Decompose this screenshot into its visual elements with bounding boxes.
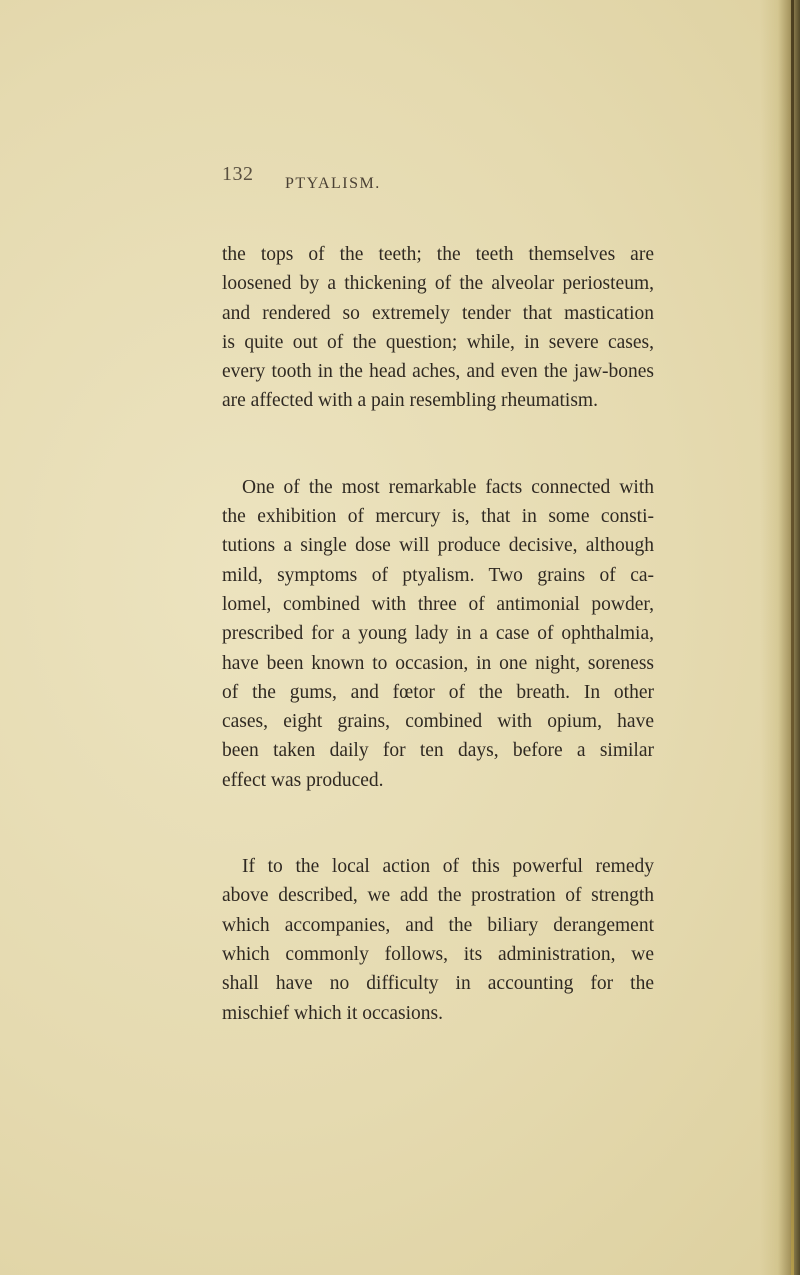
text-line: cases, eight grains, combined with opium, have [222, 711, 654, 733]
body-text [222, 240, 654, 1028]
text-line: have been known to occasion, in one night, soreness [222, 652, 654, 674]
text-line: mild, symptoms of ptyalism. Two grains of ca- [222, 564, 654, 586]
text-line: of the gums, and fœtor of the breath. In other [222, 681, 654, 703]
text-line: the exhibition of mercury is, that in some consti- [222, 506, 654, 528]
text-line: which commonly follows, its administration, we [222, 943, 654, 965]
page-number: 132 [222, 163, 254, 185]
paragraph-1 [222, 240, 654, 416]
text-line: effect was produced. [222, 769, 384, 791]
text-line: above described, we add the prostration of strength [222, 885, 654, 907]
running-title: PTYALISM. [285, 175, 381, 192]
text-line: loosened by a thickening of the alveolar periosteum, [222, 273, 654, 295]
page-binding-edge [791, 0, 794, 1275]
text-line: tutions a single dose will produce decisive, although [222, 535, 654, 557]
text-line: shall have no difficulty in accounting for the [222, 973, 654, 995]
text-line: prescribed for a young lady in a case of ophthalmia, [222, 623, 654, 645]
text-line: lomel, combined with three of antimonial powder, [222, 593, 654, 615]
text-line: every tooth in the head aches, and even the jaw-bones [222, 361, 654, 383]
text-line: and rendered so extremely tender that mastication [222, 302, 654, 324]
text-line: which accompanies, and the biliary derangement [222, 914, 654, 936]
text-line: the tops of the teeth; the teeth themselves are [222, 244, 654, 265]
text-line: is quite out of the question; while, in severe cases, [222, 331, 654, 353]
text-line: One of the most remarkable facts connected with [242, 476, 654, 498]
text-line: If to the local action of this powerful remedy [242, 856, 654, 878]
paragraph-gap [222, 795, 654, 852]
text-line: been taken daily for ten days, before a similar [222, 740, 654, 762]
paragraph-2 [222, 473, 654, 795]
page-edge-shadow [760, 0, 800, 1275]
text-line: mischief which it occasions. [222, 1002, 443, 1024]
text-line: are affected with a pain resembling rheumatism. [222, 390, 598, 412]
paragraph-gap [222, 416, 654, 473]
paragraph-3 [222, 852, 654, 1028]
